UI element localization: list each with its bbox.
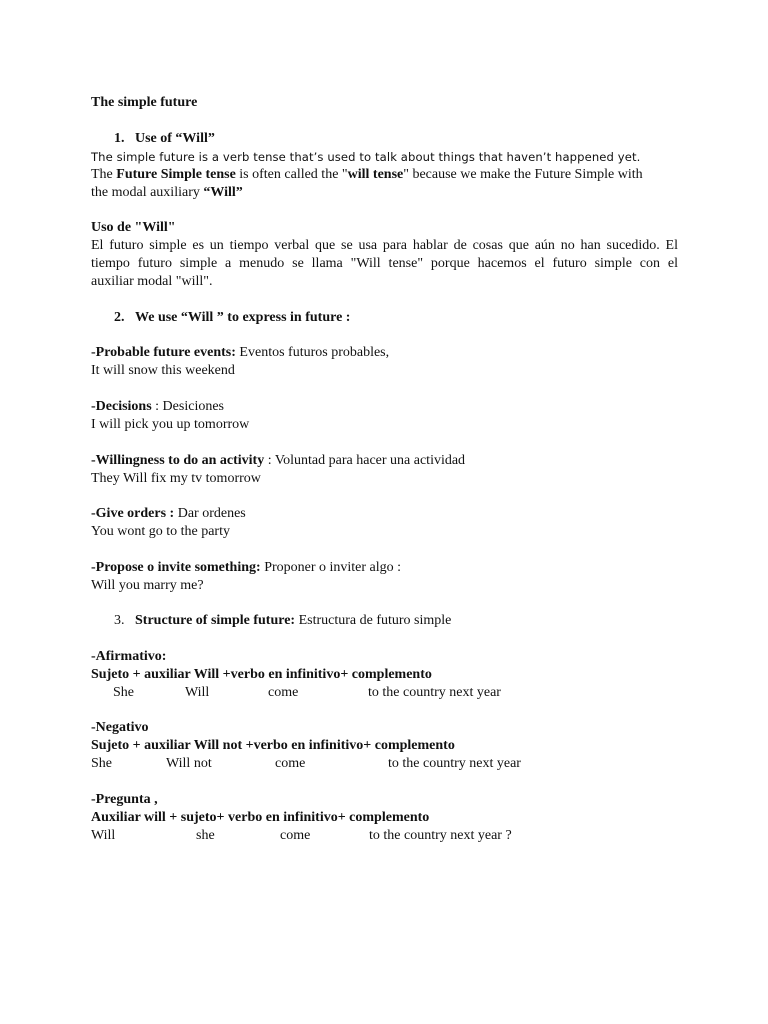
form-label: -Pregunta , <box>91 792 158 807</box>
form-example-row <box>0 684 768 702</box>
section-2-number: 2. <box>114 310 125 325</box>
spanish-paragraph-line-3: auxiliar modal "will". <box>91 274 213 289</box>
use-label-line: -Willingness to do an activity : Voluntad para hacer una actividad <box>91 453 466 468</box>
use-label-line: -Give orders : Dar ordenes <box>91 506 246 521</box>
document-title: The simple future <box>91 95 198 110</box>
example-complement: to the country next year <box>368 685 501 700</box>
form-formula: Auxiliar will + sujeto+ verbo en infinitivo+ complemento <box>91 810 430 825</box>
example-auxiliary: Will not <box>166 756 212 771</box>
example-subject: She <box>91 756 112 771</box>
form-example-row <box>0 827 768 845</box>
spanish-paragraph-line-1: El futuro simple es un tiempo verbal que se usa para hablar de cosas que aún no han sucedido. El <box>91 238 678 253</box>
use-example: I will pick you up tomorrow <box>91 417 250 432</box>
example-subject: she <box>196 828 215 843</box>
example-auxiliary: Will <box>185 685 210 700</box>
form-label: -Afirmativo: <box>91 649 167 664</box>
section-1-paragraph-line-1: The simple future is a verb tense that’s used to talk about things that haven’t happened yet. <box>91 150 641 164</box>
example-verb: come <box>275 756 306 771</box>
example-verb: come <box>268 685 299 700</box>
section-2-heading: We use “Will ” to express in future : <box>135 310 351 325</box>
use-label-line: -Decisions : Desiciones <box>91 399 224 414</box>
spanish-paragraph-line-2: tiempo futuro simple a menudo se llama "Will tense" porque hacemos el futuro simple con el <box>91 256 678 271</box>
section-1-number: 1. <box>114 131 125 146</box>
form-label: -Negativo <box>91 720 149 735</box>
section-3-number: 3. <box>114 613 125 628</box>
section-1-paragraph-line-2: The Future Simple tense is often called the "will tense" because we make the Future Simple with <box>91 167 643 182</box>
example-verb: come <box>280 828 311 843</box>
form-formula: Sujeto + auxiliar Will not +verbo en infinitivo+ complemento <box>91 738 455 753</box>
form-formula: Sujeto + auxiliar Will +verbo en infinitivo+ complemento <box>91 667 432 682</box>
use-label-line: -Propose o invite something: Proponer o inviter algo : <box>91 560 402 575</box>
use-example: You wont go to the party <box>91 524 230 539</box>
section-1-heading: Use of “Will” <box>135 131 215 146</box>
use-example: Will you marry me? <box>91 578 204 593</box>
spanish-heading: Uso de "Will" <box>91 220 176 235</box>
use-example: It will snow this weekend <box>91 363 235 378</box>
use-example: They Will fix my tv tomorrow <box>91 471 261 486</box>
form-example-row <box>0 755 768 773</box>
use-label-line: -Probable future events: Eventos futuros probables, <box>91 345 390 360</box>
example-complement: to the country next year <box>388 756 521 771</box>
section-3-heading: Structure of simple future: Estructura de futuro simple <box>135 613 452 628</box>
example-subject: She <box>113 685 134 700</box>
example-auxiliary: Will <box>91 828 116 843</box>
example-complement: to the country next year ? <box>369 828 512 843</box>
section-1-paragraph-line-3: the modal auxiliary “Will” <box>91 185 243 200</box>
